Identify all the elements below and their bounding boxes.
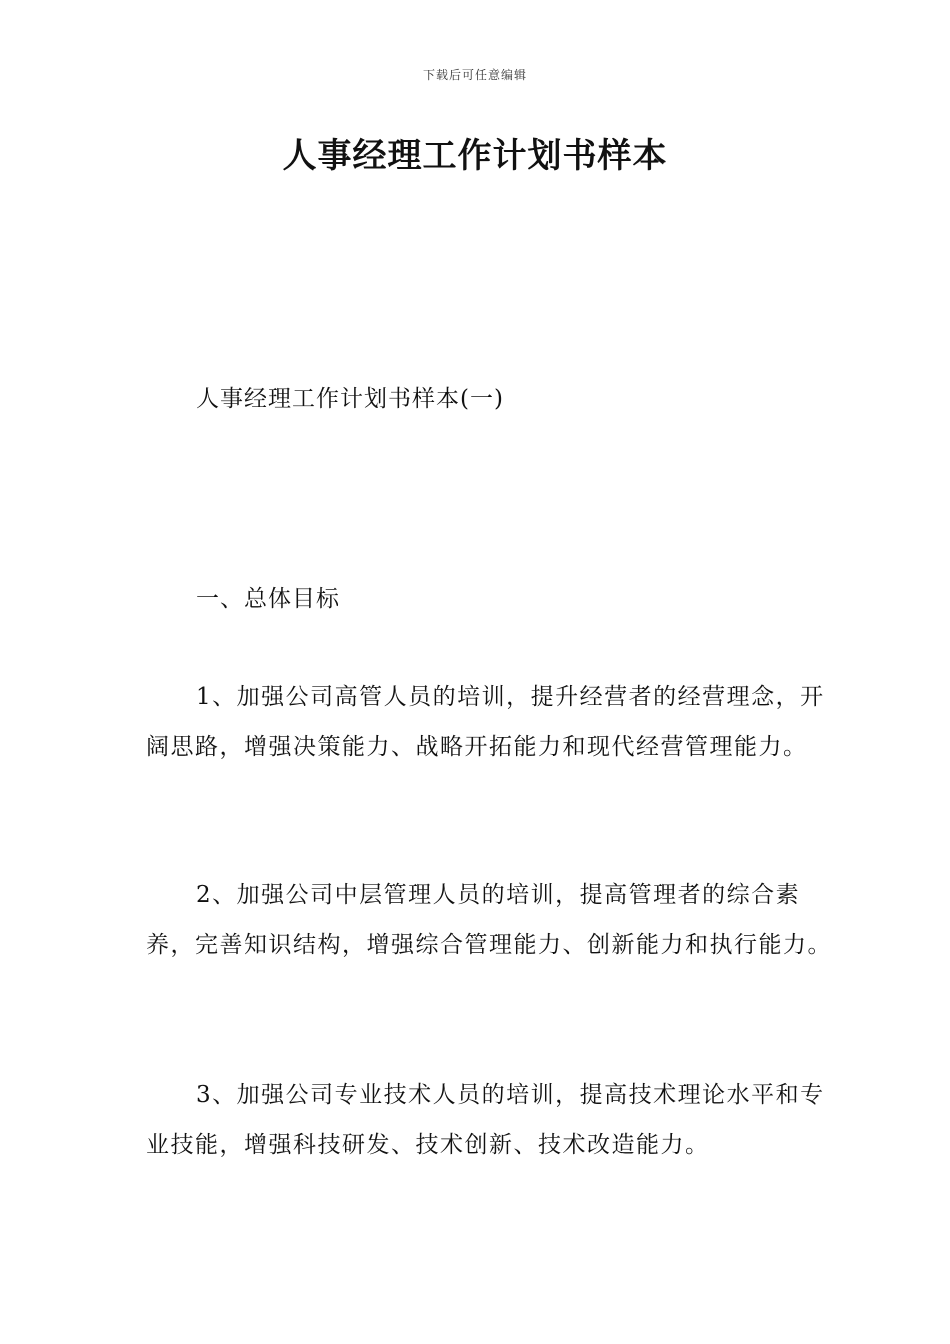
paragraph-1: 1、加强公司高管人员的培训，提升经营者的经营理念，开阔思路，增强决策能力、战略开拓能力和现代经营管理能力。 <box>146 684 825 760</box>
paragraph-3: 3、加强公司专业技术人员的培训，提高技术理论水平和专业技能，增强科技研发、技术创新、技术改造能力。 <box>146 1082 825 1158</box>
paragraph-2: 2、加强公司中层管理人员的培训，提高管理者的综合素养，完善知识结构，增强综合管理能力、创新能力和执行能力。 <box>146 882 832 958</box>
page-title: 人事经理工作计划书样本 <box>282 136 668 176</box>
header-note: 下载后可任意编辑 <box>422 68 527 82</box>
document-subtitle: 人事经理工作计划书样本(一) <box>196 386 504 412</box>
section-heading: 一、总体目标 <box>196 586 340 612</box>
